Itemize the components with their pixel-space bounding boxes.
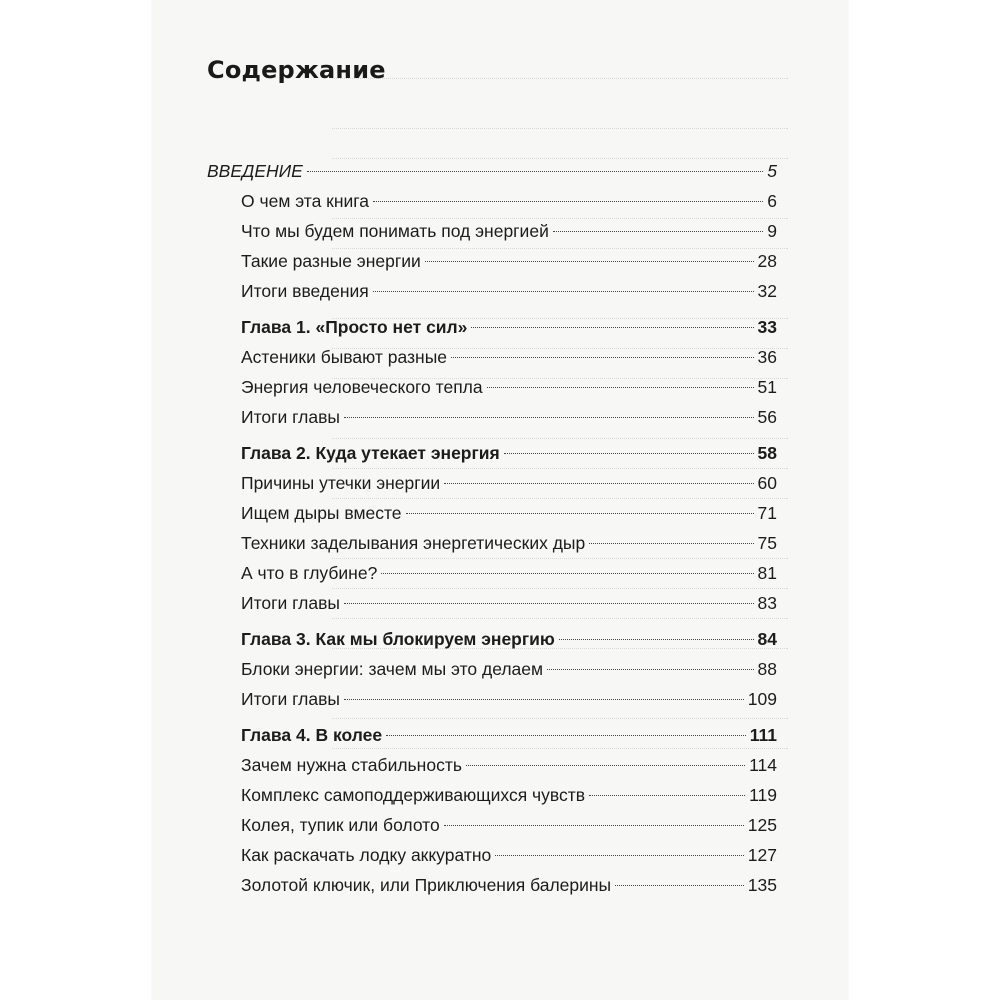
- toc-page-number: 5: [767, 161, 777, 181]
- dot-leader: [589, 543, 753, 544]
- dot-leader: [615, 885, 744, 886]
- toc-entry[interactable]: [207, 780, 777, 810]
- toc-entry[interactable]: [207, 468, 777, 498]
- toc-entry[interactable]: [207, 840, 777, 870]
- toc-page-number: 9: [767, 221, 777, 241]
- toc-page-number: 58: [757, 443, 777, 463]
- toc-entry[interactable]: [207, 216, 777, 246]
- toc-page-number: 109: [747, 689, 777, 709]
- toc-entry[interactable]: [207, 186, 777, 216]
- dot-leader: [553, 231, 763, 232]
- toc-page-number: 28: [757, 251, 777, 271]
- dot-leader: [344, 417, 754, 418]
- toc-page-number: 125: [747, 815, 777, 835]
- toc-entry-label: Как раскачать лодку аккуратно: [241, 845, 492, 865]
- toc-entry-label: Итоги главы: [241, 689, 340, 709]
- toc-chapter-entry[interactable]: [207, 624, 777, 654]
- toc-page-number: 36: [757, 347, 777, 367]
- toc-entry-label: Причины утечки энергии: [241, 473, 441, 493]
- dot-leader: [487, 387, 754, 388]
- dot-leader: [373, 291, 754, 292]
- toc-page-number: 32: [757, 281, 777, 301]
- toc-page-number: 51: [757, 377, 777, 397]
- dot-leader: [425, 261, 754, 262]
- toc-page-number: 114: [749, 755, 777, 775]
- dot-leader: [381, 573, 753, 574]
- dot-leader: [466, 765, 745, 766]
- toc-entry-label: Ищем дыры вместе: [241, 503, 402, 523]
- toc-page-number: 6: [767, 191, 777, 211]
- toc-page-number: 127: [747, 845, 777, 865]
- toc-entry[interactable]: [207, 372, 777, 402]
- toc-page-number: 88: [757, 659, 777, 679]
- toc-entry-label: Зачем нужна стабильность: [241, 755, 462, 775]
- toc-chapter-entry[interactable]: [207, 438, 777, 468]
- toc-entry-label: А что в глубине?: [241, 563, 378, 583]
- toc-page-number: 135: [747, 875, 777, 895]
- toc-page-number: 75: [757, 533, 777, 553]
- dot-leader: [559, 639, 754, 640]
- toc-entry[interactable]: [207, 246, 777, 276]
- table-of-contents: [207, 156, 777, 900]
- toc-page-number: 83: [757, 593, 777, 613]
- dot-leader: [444, 825, 744, 826]
- toc-entry[interactable]: [207, 276, 777, 306]
- toc-page-number: 111: [749, 725, 777, 745]
- dot-leader: [307, 171, 763, 172]
- dot-leader: [373, 201, 763, 202]
- dot-leader: [344, 603, 754, 604]
- toc-entry-label: О чем эта книга: [241, 191, 370, 211]
- toc-page-number: 56: [757, 407, 777, 427]
- dot-leader: [471, 327, 753, 328]
- toc-entry-label: Комплекс самоподдерживающихся чувств: [241, 785, 586, 805]
- toc-entry-label: Глава 4. В колее: [241, 725, 383, 745]
- dot-leader: [547, 669, 753, 670]
- toc-entry[interactable]: [207, 402, 777, 432]
- toc-entry-label: Итоги введения: [241, 281, 369, 301]
- toc-entry-label: Глава 3. Как мы блокируем энергию: [241, 629, 555, 649]
- toc-entry-label: Такие разные энергии: [241, 251, 421, 271]
- toc-entry-label: Золотой ключик, или Приключения балерины: [241, 875, 612, 895]
- dot-leader: [495, 855, 744, 856]
- toc-entry-label: Что мы будем понимать под энергией: [241, 221, 549, 241]
- toc-page-number: 33: [757, 317, 777, 337]
- toc-entry[interactable]: [207, 684, 777, 714]
- dot-leader: [451, 357, 754, 358]
- dot-leader: [504, 453, 754, 454]
- toc-entry[interactable]: [207, 654, 777, 684]
- toc-page-number: 81: [757, 563, 777, 583]
- toc-page-number: 84: [757, 629, 777, 649]
- toc-entry-label: Блоки энергии: зачем мы это делаем: [241, 659, 544, 679]
- toc-entry[interactable]: [207, 528, 777, 558]
- dot-leader: [406, 513, 754, 514]
- toc-entry[interactable]: [207, 342, 777, 372]
- toc-entry-label: Глава 1. «Просто нет сил»: [241, 317, 468, 337]
- toc-entry-label: Астеники бывают разные: [241, 347, 448, 367]
- toc-entry[interactable]: [207, 558, 777, 588]
- toc-page-number: 119: [749, 785, 777, 805]
- toc-entry-label: Колея, тупик или болото: [241, 815, 440, 835]
- toc-entry[interactable]: [207, 498, 777, 528]
- book-page: [152, 0, 848, 1000]
- toc-chapter-entry[interactable]: [207, 720, 777, 750]
- toc-entry-label: ВВЕДЕНИЕ: [207, 161, 303, 181]
- toc-entry-label: Итоги главы: [241, 407, 340, 427]
- page-title: Содержание: [207, 56, 386, 84]
- toc-entry-label: Глава 2. Куда утекает энергия: [241, 443, 500, 463]
- toc-entry[interactable]: [207, 810, 777, 840]
- dot-leader: [589, 795, 745, 796]
- dot-leader: [344, 699, 744, 700]
- toc-entry[interactable]: [207, 870, 777, 900]
- dot-leader: [444, 483, 753, 484]
- toc-entry-label: Итоги главы: [241, 593, 340, 613]
- toc-entry-label: Энергия человеческого тепла: [241, 377, 483, 397]
- toc-entry[interactable]: [207, 588, 777, 618]
- toc-entry-label: Техники заделывания энергетических дыр: [241, 533, 586, 553]
- dot-leader: [386, 735, 746, 736]
- toc-page-number: 71: [757, 503, 777, 523]
- toc-intro-entry[interactable]: [207, 156, 777, 186]
- toc-entry[interactable]: [207, 750, 777, 780]
- toc-chapter-entry[interactable]: [207, 312, 777, 342]
- toc-page-number: 60: [757, 473, 777, 493]
